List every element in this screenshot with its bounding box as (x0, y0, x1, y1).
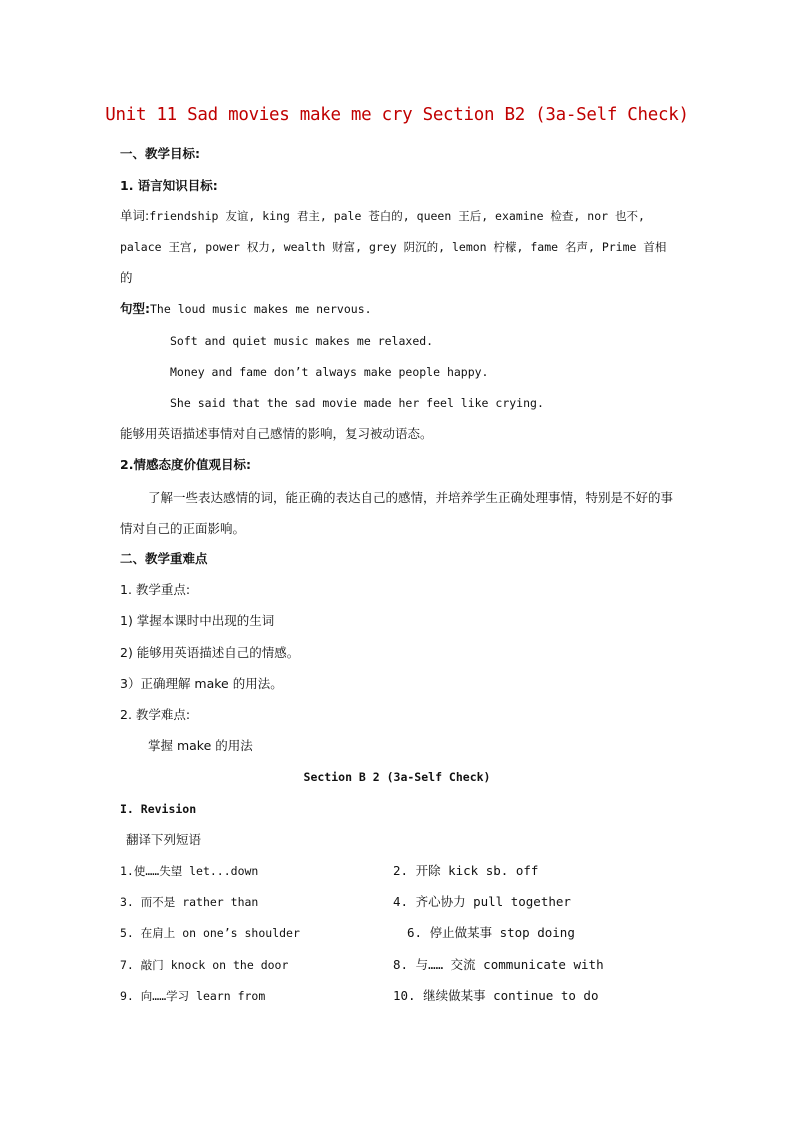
sentence-label: 句型: (120, 301, 150, 316)
section-b-heading: Section B 2 (3a-Self Check) (303, 770, 491, 784)
section-heading-focus: 二、教学重难点 (120, 551, 208, 566)
sentence-1: The loud music makes me nervous. (150, 302, 372, 316)
phrase-left-1: 1.使……失望 let...down (120, 864, 259, 878)
sentence-3: Money and fame don’t always make people happy. (170, 365, 489, 379)
phrase-right-5: 10. 继续做某事 continue to do (393, 988, 599, 1003)
section-heading-objectives: 一、教学目标: (120, 146, 200, 161)
vocab-line-2: palace 王宫, power 权力, wealth 财富, grey 阴沉的, lemon 柠檬, fame 名声, Prime 首相 (120, 240, 667, 254)
phrase-left-2: 3. 而不是 rather than (120, 895, 259, 909)
phrase-right-4: 8. 与…… 交流 communicate with (393, 957, 604, 972)
phrase-left-3: 5. 在肩上 on one’s shoulder (120, 926, 300, 940)
sentence-pattern-line (120, 299, 372, 319)
sentence-4: She said that the sad movie made her feel like crying. (170, 396, 544, 410)
phrase-right-2: 4. 齐心协力 pull together (393, 894, 571, 909)
translate-heading: 翻译下列短语 (126, 832, 202, 847)
emotion-paragraph: 了解一些表达感情的词，能正确的表达自己的感情，并培养学生正确处理事情，特别是不好的事情对自己的正面影响。 (120, 490, 674, 536)
phrase-left-5: 9. 向……学习 learn from (120, 989, 266, 1003)
sentence-2: Soft and quiet music makes me relaxed. (170, 334, 434, 348)
focus-title: 1. 教学重点: (120, 582, 191, 597)
vocab-line-3: 的 (120, 270, 133, 285)
focus-item-3: 3）正确理解 make 的用法。 (120, 676, 283, 691)
phrase-right-1: 2. 开除 kick sb. off (393, 863, 539, 878)
vocab-text-1: friendship 友谊, king 君主, pale 苍白的, queen 王后, examine 检查, nor 也不, (149, 209, 645, 223)
focus-item-2: 2) 能够用英语描述自己的情感。 (120, 645, 300, 660)
phrase-right-3: 6. 停止做某事 stop doing (407, 925, 575, 940)
vocab-line-1 (120, 206, 645, 226)
document-title: Unit 11 Sad movies make me cry Section B2 (3a-Self Check) (105, 105, 689, 125)
subheading-language-knowledge: 1. 语言知识目标: (120, 178, 218, 193)
difficulty-title: 2. 教学难点: (120, 707, 191, 722)
subheading-emotion: 2.情感态度价值观目标: (120, 457, 251, 472)
phrase-left-4: 7. 敲门 knock on the door (120, 958, 289, 972)
ability-line: 能够用英语描述事情对自己感情的影响，复习被动语态。 (120, 426, 433, 441)
focus-item-1: 1) 掌握本课时中出现的生词 (120, 613, 275, 628)
revision-heading: I. Revision (120, 802, 197, 816)
difficulty-item: 掌握 make 的用法 (148, 738, 253, 753)
vocab-label: 单词: (120, 208, 150, 223)
